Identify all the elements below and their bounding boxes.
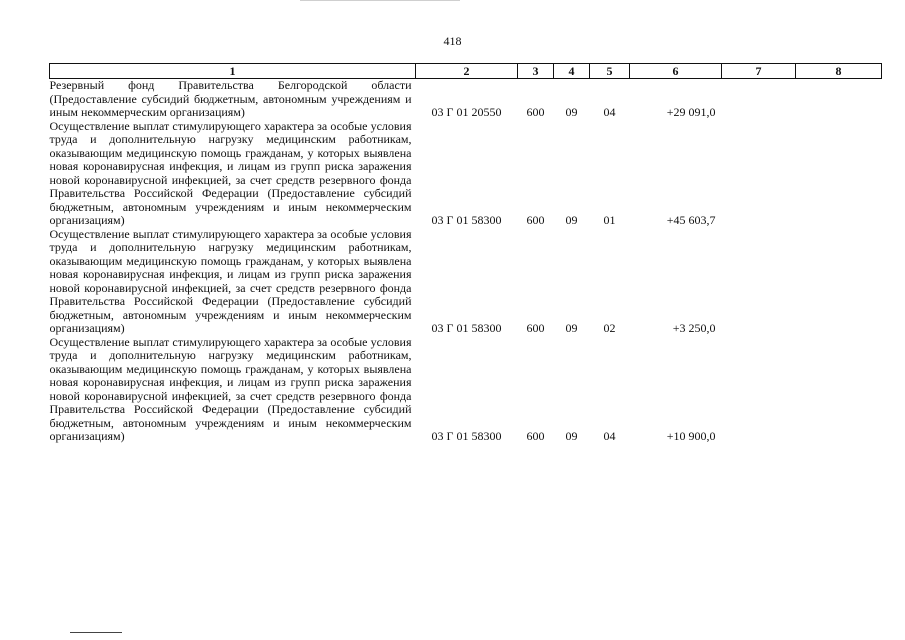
row-section: 09	[565, 321, 578, 335]
column-header-3: 3	[518, 64, 554, 79]
row-target-code: 03 Г 01 58300	[431, 213, 502, 227]
row-expense-type: 600	[526, 429, 545, 443]
row-description: Осуществление выплат стимулирующего характера за особые условия труда и дополнительную нагрузку медицинским работникам, оказывающим медицинскую помощь гражданам, у которых выявлена новая коронавирусная инфекция, и лицам из групп риска заражения новой коронавирусной инфекцией, за счет средств резервного фонда Правительства Российской Федерации (Предоставление субсидий бюджетным, автономным учреждениям и иным некоммерческим организациям)	[49, 334, 412, 443]
row-col8	[796, 228, 882, 336]
row-expense-type: 600	[526, 105, 545, 119]
budget-table	[49, 63, 882, 444]
footnote-rule	[70, 632, 122, 633]
row-subsection: 04	[603, 429, 616, 443]
row-section: 09	[565, 213, 578, 227]
row-subsection: 02	[603, 321, 616, 335]
row-col7	[722, 79, 796, 120]
row-amount: +10 900,0	[666, 429, 716, 443]
row-amount: +29 091,0	[666, 105, 716, 119]
table-header-row	[50, 64, 882, 79]
table-row	[50, 336, 882, 444]
row-section: 09	[565, 429, 578, 443]
table-row	[50, 228, 882, 336]
row-description: Осуществление выплат стимулирующего характера за особые условия труда и дополнительную нагрузку медицинским работникам, оказывающим медицинскую помощь гражданам, у которых выявлена новая коронавирусная инфекция, и лицам из групп риска заражения новой коронавирусной инфекцией, за счет средств резервного фонда Правительства Российской Федерации (Предоставление субсидий бюджетным, автономным учреждениям и иным некоммерческим организациям)	[49, 226, 412, 335]
row-col8	[796, 120, 882, 228]
row-target-code: 03 Г 01 58300	[431, 321, 502, 335]
row-description: Осуществление выплат стимулирующего характера за особые условия труда и дополнительную нагрузку медицинским работникам, оказывающим медицинскую помощь гражданам, у которых выявлена новая коронавирусная инфекция, и лицам из групп риска заражения новой коронавирусной инфекцией, за счет средств резервного фонда Правительства Российской Федерации (Предоставление субсидий бюджетным, автономным учреждениям и иным некоммерческим организациям)	[49, 118, 412, 227]
row-col8	[796, 79, 882, 120]
row-target-code: 03 Г 01 58300	[431, 429, 502, 443]
row-subsection: 04	[603, 105, 616, 119]
column-header-8: 8	[796, 64, 882, 79]
column-header-7: 7	[722, 64, 796, 79]
column-header-5: 5	[590, 64, 630, 79]
column-header-4: 4	[554, 64, 590, 79]
row-col7	[722, 336, 796, 444]
column-header-6: 6	[630, 64, 722, 79]
row-col7	[722, 228, 796, 336]
row-expense-type: 600	[526, 213, 545, 227]
row-subsection: 01	[603, 213, 616, 227]
column-header-1: 1	[50, 64, 416, 79]
row-target-code: 03 Г 01 20550	[431, 105, 502, 119]
top-scan-line	[300, 0, 460, 1]
row-col8	[796, 336, 882, 444]
table-row	[50, 120, 882, 228]
row-expense-type: 600	[526, 321, 545, 335]
row-description: Резервный фонд Правительства Белгородской области (Предоставление субсидий бюджетным, автономным учреждениям и иным некоммерческим организациям)	[49, 78, 412, 119]
table-row	[50, 79, 882, 120]
page-number: 418	[443, 34, 462, 48]
row-section: 09	[565, 105, 578, 119]
row-amount: +3 250,0	[672, 321, 716, 335]
row-amount: +45 603,7	[666, 213, 716, 227]
column-header-2: 2	[416, 64, 518, 79]
row-col7	[722, 120, 796, 228]
